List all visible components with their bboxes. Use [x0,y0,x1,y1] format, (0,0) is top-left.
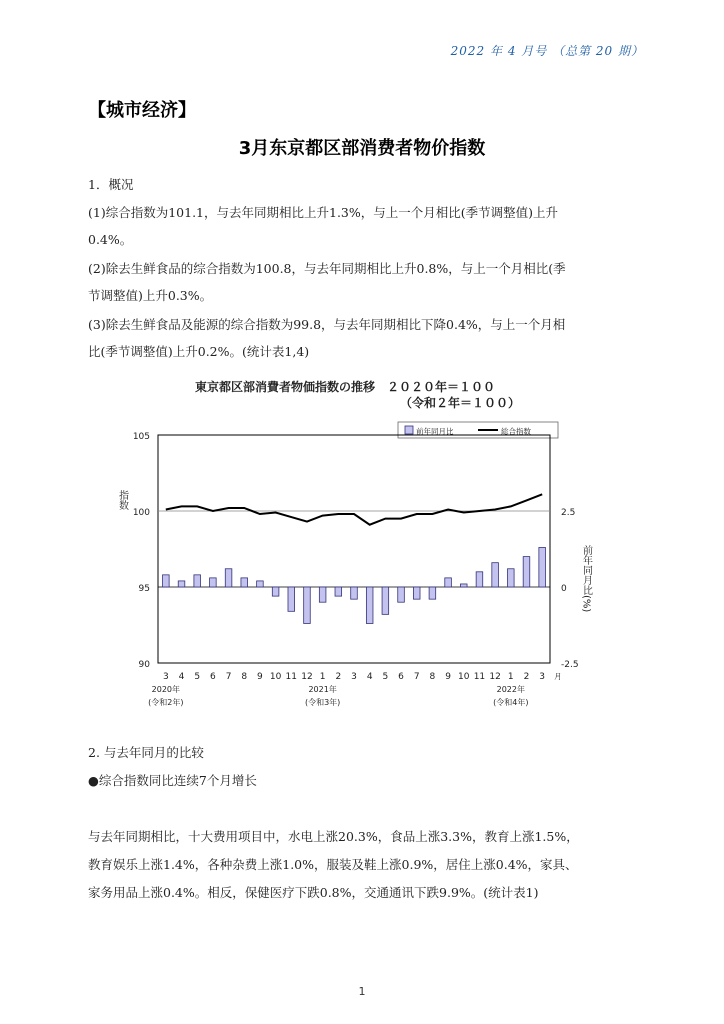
x-tick-label-7: 10 [269,672,282,682]
paragraph-3-cont: 比(季节调整值)上升0.2%。(统计表1,4) [88,344,310,359]
x-era-label-0: (令和2年) [148,698,184,707]
x-month-suffix: 月 [554,672,562,681]
x-tick-label-20: 11 [473,672,486,682]
yoy-bar-17 [429,587,436,599]
yoy-bar-9 [304,587,311,623]
x-tick-label-12: 3 [351,672,357,682]
y-right-tick-minus-2.5: -2.5 [561,660,579,670]
yoy-bar-10 [319,587,326,602]
x-tick-label-17: 8 [429,672,436,682]
x-tick-label-24: 3 [539,672,546,682]
paragraph-2: (2)除去生鲜食品的综合指数为100.8，与去年同期相比上升0.8%，与上一个月相比(季 [88,261,566,276]
x-year-label-2: 2022年 [496,685,525,694]
yoy-bar-15 [398,587,405,602]
x-tick-label-2: 5 [194,672,201,682]
x-tick-label-0: 3 [162,672,169,682]
yoy-bar-11 [335,587,342,596]
x-year-label-1: 2021年 [308,685,337,694]
x-tick-label-15: 6 [398,672,404,682]
y-left-tick-90: 90 [138,660,150,670]
yoy-bar-19 [460,584,467,587]
paragraph-4-cont2: 家务用品上涨0.4%。相反，保健医疗下跌0.8%，交通通讯下跌9.9%。(统计表1) [88,885,539,900]
x-tick-label-18: 9 [445,672,451,682]
yoy-bar-20 [476,572,483,587]
chart-subtitle: （令和２年＝１００） [400,396,521,410]
x-tick-label-4: 7 [225,672,232,682]
x-tick-label-13: 4 [366,672,373,682]
x-tick-label-3: 6 [210,672,216,682]
x-tick-label-23: 2 [523,672,530,682]
x-era-label-1: (令和3年) [304,698,341,707]
chart-title: 東京都区部消費者物価指数の推移 ２０２０年＝１００ [195,380,496,394]
x-tick-label-9: 12 [301,672,313,682]
y-right-label: 前年同月比(%) [580,545,592,613]
y-left-tick-105: 105 [132,432,150,442]
heading-yoy: 2. 与去年同月的比较 [88,745,204,760]
yoy-bar-3 [210,578,217,587]
paragraph-1: (1)综合指数为101.1，与去年同期相比上升1.3%，与上一个月相比(季节调整值)上升 [88,205,559,220]
y-right-tick-0: 0 [561,584,567,594]
chart-legend [398,422,558,438]
yoy-bar-7 [272,587,279,596]
bullet-headline: ●综合指数同比连续7个月增长 [88,773,257,788]
x-tick-label-8: 11 [285,672,298,682]
x-tick-label-14: 5 [382,672,389,682]
index-line [166,494,542,524]
y-left-tick-95: 95 [138,584,150,594]
x-tick-label-6: 9 [257,672,263,682]
paragraph-1-cont: 0.4%。 [88,232,133,247]
section-title: 【城市经济】 [88,100,196,121]
paragraph-3: (3)除去生鲜食品及能源的综合指数为99.8，与去年同期相比下降0.4%，与上一个月相 [88,317,566,332]
legend-bar-swatch [405,426,413,434]
legend-line-label: 総合指数 [501,427,531,436]
yoy-bar-23 [523,557,530,587]
yoy-bar-21 [492,563,499,587]
paragraph-4: 与去年同期相比，十大费用项目中，水电上涨20.3%，食品上涨3.3%，教育上涨1.5%， [88,829,579,844]
paragraph-4-cont: 教育娱乐上涨1.4%，各种杂费上涨1.0%，服装及鞋上涨0.9%，居住上涨0.4%，家具、 [88,857,578,872]
yoy-bar-18 [445,578,452,587]
yoy-bar-14 [382,587,389,614]
yoy-bar-4 [225,569,232,587]
x-tick-label-1: 4 [178,672,185,682]
yoy-bar-1 [178,581,185,587]
x-tick-label-16: 7 [413,672,420,682]
x-tick-label-21: 12 [489,672,501,682]
article-title: 3月东京都区部消费者物价指数 [238,138,486,159]
yoy-bar-16 [413,587,420,599]
y-right-tick-2.5: 2.5 [561,508,576,518]
y-left-label: 指数 [116,490,128,510]
yoy-bar-2 [194,575,201,587]
x-tick-label-5: 8 [241,672,248,682]
yoy-bar-13 [366,587,373,623]
issue-label: 2022 年 4 月号 （总第 20 期） [450,44,644,58]
yoy-bar-8 [288,587,295,611]
yoy-bar-12 [351,587,358,599]
x-tick-label-22: 1 [507,672,514,682]
yoy-bar-6 [257,581,264,587]
yoy-bar-22 [508,569,515,587]
cpi-chart [100,375,600,715]
plot-area [158,435,550,663]
paragraph-2-cont: 节调整值)上升0.3%。 [88,288,213,303]
yoy-bar-5 [241,578,248,587]
yoy-bar-24 [539,547,546,587]
legend-bar-label: 前年同月比 [416,427,454,436]
x-tick-label-10: 1 [319,672,326,682]
yoy-bar-0 [163,575,170,587]
heading-overview: 1．概况 [88,177,134,192]
page-number: 1 [358,985,366,998]
y-left-tick-100: 100 [132,508,150,518]
x-tick-label-19: 10 [458,672,470,682]
x-era-label-2: (令和4年) [493,698,529,707]
x-tick-label-11: 2 [335,672,342,682]
x-year-label-0: 2020年 [151,685,181,694]
